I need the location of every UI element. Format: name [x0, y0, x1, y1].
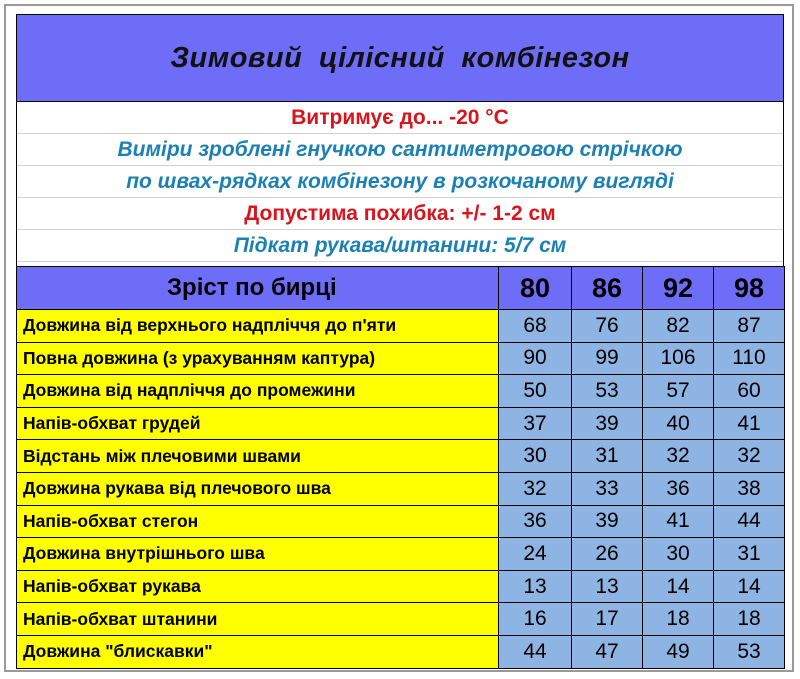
measurement-value: 106	[643, 342, 714, 375]
measurement-value: 50	[499, 375, 572, 408]
tolerance-note: Допустима похибка: +/- 1-2 см	[244, 202, 556, 225]
table-row	[17, 342, 785, 375]
table-row	[17, 472, 785, 505]
measurement-label: Напів-обхват штанини	[17, 603, 499, 636]
measurement-value: 33	[572, 472, 643, 505]
measurement-value: 47	[572, 635, 643, 668]
table-row	[17, 603, 785, 636]
measurement-value: 36	[499, 505, 572, 538]
table-row	[17, 538, 785, 571]
measurement-value: 31	[714, 538, 785, 571]
cuff-note: Підкат рукава/штанини: 5/7 см	[233, 234, 567, 257]
measurement-label: Відстань між плечовими швами	[17, 440, 499, 473]
measurement-value: 87	[714, 310, 785, 343]
info-block	[16, 102, 784, 266]
measurement-value: 40	[643, 407, 714, 440]
page-title: Зимовий цілісний комбінезон	[170, 41, 630, 74]
table-row	[17, 407, 785, 440]
measurement-value: 39	[572, 505, 643, 538]
size-header-92: 92	[643, 267, 714, 310]
measurement-value: 30	[499, 440, 572, 473]
measurement-label: Довжина від надпліччя до промежини	[17, 375, 499, 408]
temperature-note: Витримує до... -20 °C	[291, 106, 509, 129]
measurement-value: 53	[572, 375, 643, 408]
measurement-value: 18	[714, 603, 785, 636]
measurement-value: 44	[499, 635, 572, 668]
height-label-header: Зріст по бирці	[17, 267, 499, 310]
measurement-value: 76	[572, 310, 643, 343]
measurement-value: 32	[499, 472, 572, 505]
measurement-value: 38	[714, 472, 785, 505]
measurement-value: 24	[499, 538, 572, 571]
size-header-86: 86	[572, 267, 643, 310]
measurement-value: 17	[572, 603, 643, 636]
measurement-value: 36	[643, 472, 714, 505]
measurement-value: 16	[499, 603, 572, 636]
measurement-label: Напів-обхват стегон	[17, 505, 499, 538]
measurement-value: 110	[714, 342, 785, 375]
table-row	[17, 570, 785, 603]
table-row	[17, 635, 785, 668]
measurement-value: 57	[643, 375, 714, 408]
table-row	[17, 505, 785, 538]
measurement-value: 44	[714, 505, 785, 538]
measurement-value: 49	[643, 635, 714, 668]
measurement-value: 68	[499, 310, 572, 343]
measurement-label: Довжина "блискавки"	[17, 635, 499, 668]
measure-note-line1: Виміри зроблені гнучкою сантиметровою стрічкою	[117, 138, 683, 161]
measurement-label: Довжина внутрішнього шва	[17, 538, 499, 571]
measurement-value: 99	[572, 342, 643, 375]
measurement-label: Напів-обхват грудей	[17, 407, 499, 440]
measurement-value: 14	[643, 570, 714, 603]
size-header-row	[17, 267, 785, 310]
measurement-value: 41	[714, 407, 785, 440]
measurement-value: 90	[499, 342, 572, 375]
size-table	[16, 266, 785, 669]
size-header-80: 80	[499, 267, 572, 310]
measure-note-line2: по швах-рядках комбінезону в розкочаному вигляді	[126, 170, 674, 193]
measurement-value: 14	[714, 570, 785, 603]
measurement-value: 39	[572, 407, 643, 440]
measurement-value: 31	[572, 440, 643, 473]
measurement-value: 60	[714, 375, 785, 408]
measurement-value: 13	[499, 570, 572, 603]
measurement-value: 18	[643, 603, 714, 636]
measurement-value: 82	[643, 310, 714, 343]
table-row	[17, 440, 785, 473]
title-band	[16, 14, 784, 102]
measurement-value: 53	[714, 635, 785, 668]
measurement-label: Довжина від верхнього надпліччя до п'яти	[17, 310, 499, 343]
measurement-value: 32	[643, 440, 714, 473]
measurement-value: 26	[572, 538, 643, 571]
measurement-value: 30	[643, 538, 714, 571]
measurement-value: 41	[643, 505, 714, 538]
table-row	[17, 375, 785, 408]
measurement-value: 13	[572, 570, 643, 603]
measurement-value: 37	[499, 407, 572, 440]
measurement-label: Повна довжина (з урахуванням каптура)	[17, 342, 499, 375]
measurement-value: 32	[714, 440, 785, 473]
measurement-label: Напів-обхват рукава	[17, 570, 499, 603]
measurement-label: Довжина рукава від плечового шва	[17, 472, 499, 505]
table-row	[17, 310, 785, 343]
size-header-98: 98	[714, 267, 785, 310]
